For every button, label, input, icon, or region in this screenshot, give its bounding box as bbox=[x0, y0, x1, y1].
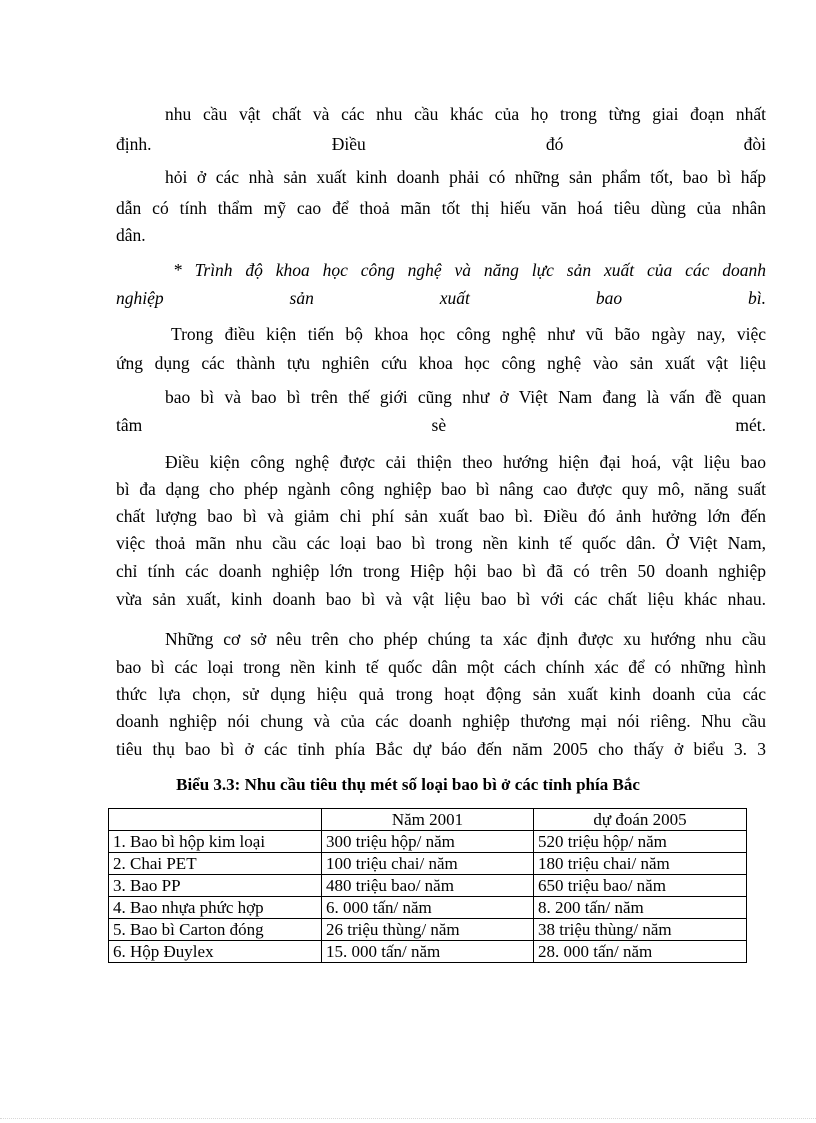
text-line: Những cơ sở nêu trên cho phép chúng ta xác định được xu hướng nhu cầu bbox=[165, 629, 766, 649]
word: bao bbox=[595, 288, 623, 308]
word: xuất bbox=[439, 288, 470, 308]
text-line: bao bì các loại trong nền kinh tế quốc dân một cách chính xác để có những hình bbox=[116, 657, 766, 677]
text-line: Điều kiện công nghệ được cải thiện theo hướng hiện đại hoá, vật liệu bao bbox=[165, 452, 766, 472]
text-line: Trong điều kiện tiến bộ khoa học công nghệ như vũ bão ngày nay, việc bbox=[171, 324, 766, 344]
header-cell: dự đoán 2005 bbox=[534, 809, 747, 831]
header-cell bbox=[109, 809, 322, 831]
text-line: nhu cầu vật chất và các nhu cầu khác của họ trong từng giai đoạn nhất bbox=[165, 104, 766, 124]
table-cell: 5. Bao bì Carton đóng bbox=[109, 919, 322, 941]
table-row bbox=[109, 919, 747, 941]
word: sè bbox=[431, 415, 447, 435]
text-line: dân. bbox=[116, 225, 146, 245]
table-cell: 520 triệu hộp/ năm bbox=[534, 831, 747, 853]
table-cell: 38 triệu thùng/ năm bbox=[534, 919, 747, 941]
text-line: bao bì và bao bì trên thế giới cũng như ở Việt Nam đang là vấn đề quan bbox=[165, 387, 766, 407]
table-cell: 650 triệu bao/ năm bbox=[534, 875, 747, 897]
word: định. bbox=[116, 134, 152, 154]
word: đòi bbox=[743, 134, 766, 154]
table-cell: 1. Bao bì hộp kim loại bbox=[109, 831, 322, 853]
text-line: doanh nghiệp nói chung và của các doanh nghiệp thương mại nói riêng. Nhu cầu bbox=[116, 711, 766, 731]
text-line-spaced bbox=[116, 133, 766, 155]
table-cell: 100 triệu chai/ năm bbox=[322, 853, 534, 875]
text-line: tiêu thụ bao bì ở các tỉnh phía Bắc dự báo đến năm 2005 cho thấy ở biểu 3. 3 bbox=[116, 739, 766, 759]
text-line: hỏi ở các nhà sản xuất kinh doanh phải có những sản phẩm tốt, bao bì hấp bbox=[165, 167, 766, 187]
table-cell: 8. 200 tấn/ năm bbox=[534, 897, 747, 919]
text-line: ứng dụng các thành tựu nghiên cứu khoa học công nghệ vào sản xuất vật liệu bbox=[116, 353, 766, 373]
text-line: bì đa dạng cho phép ngành công nghiệp bao bì nâng cao được quy mô, năng suất bbox=[116, 479, 766, 499]
table-cell: 480 triệu bao/ năm bbox=[322, 875, 534, 897]
text-line: chỉ tính các doanh nghiệp lớn trong Hiệp hội bao bì đã có trên 50 doanh nghiệp bbox=[116, 561, 766, 581]
table-cell: 6. 000 tấn/ năm bbox=[322, 897, 534, 919]
table-row bbox=[109, 941, 747, 963]
table-row bbox=[109, 875, 747, 897]
word: đó bbox=[545, 134, 564, 154]
table-cell: 2. Chai PET bbox=[109, 853, 322, 875]
text-line: việc thoả mãn nhu cầu các loại bao bì trong nền kinh tế quốc dân. Ở Việt Nam, bbox=[116, 533, 766, 553]
table-row bbox=[109, 897, 747, 919]
demand-table bbox=[108, 808, 747, 963]
table-header-row bbox=[109, 809, 747, 831]
text-line: thức lựa chọn, sử dụng hiệu quả trong hoạt động sản xuất kinh doanh của các bbox=[116, 684, 766, 704]
text-line: chất lượng bao bì và giảm chi phí sản xuất bao bì. Điều đó ảnh hưởng lớn đến bbox=[116, 506, 766, 526]
header-cell: Năm 2001 bbox=[322, 809, 534, 831]
heading-line: * Trình độ khoa học công nghệ và năng lực sản xuất của các doanh bbox=[173, 260, 766, 280]
table-cell: 26 triệu thùng/ năm bbox=[322, 919, 534, 941]
word: Điều bbox=[331, 134, 366, 154]
table-cell: 4. Bao nhựa phức hợp bbox=[109, 897, 322, 919]
text-line-spaced bbox=[116, 414, 766, 436]
page-edge-divider bbox=[0, 1118, 816, 1119]
table-cell: 3. Bao PP bbox=[109, 875, 322, 897]
table-cell: 6. Hộp Đuylex bbox=[109, 941, 322, 963]
table-cell: 300 triệu hộp/ năm bbox=[322, 831, 534, 853]
word: mét. bbox=[735, 415, 766, 435]
text-line: dẫn có tính thẩm mỹ cao để thoả mãn tốt thị hiếu văn hoá tiêu dùng của nhân bbox=[116, 198, 766, 218]
table-cell: 28. 000 tấn/ năm bbox=[534, 941, 747, 963]
table-row bbox=[109, 831, 747, 853]
table-caption: Biểu 3.3: Nhu cầu tiêu thụ mét số loại bao bì ở các tỉnh phía Bắc bbox=[176, 775, 640, 794]
table-cell: 180 triệu chai/ năm bbox=[534, 853, 747, 875]
table-cell: 15. 000 tấn/ năm bbox=[322, 941, 534, 963]
word: nghiệp bbox=[116, 288, 164, 308]
text-line: vừa sản xuất, kinh doanh bao bì và vật liệu bao bì với các chất liệu khác nhau. bbox=[116, 589, 766, 609]
word: sản bbox=[289, 288, 314, 308]
table-row bbox=[109, 853, 747, 875]
word: bì. bbox=[747, 288, 766, 308]
heading-line-spaced bbox=[116, 287, 766, 309]
word: tâm bbox=[116, 415, 143, 435]
